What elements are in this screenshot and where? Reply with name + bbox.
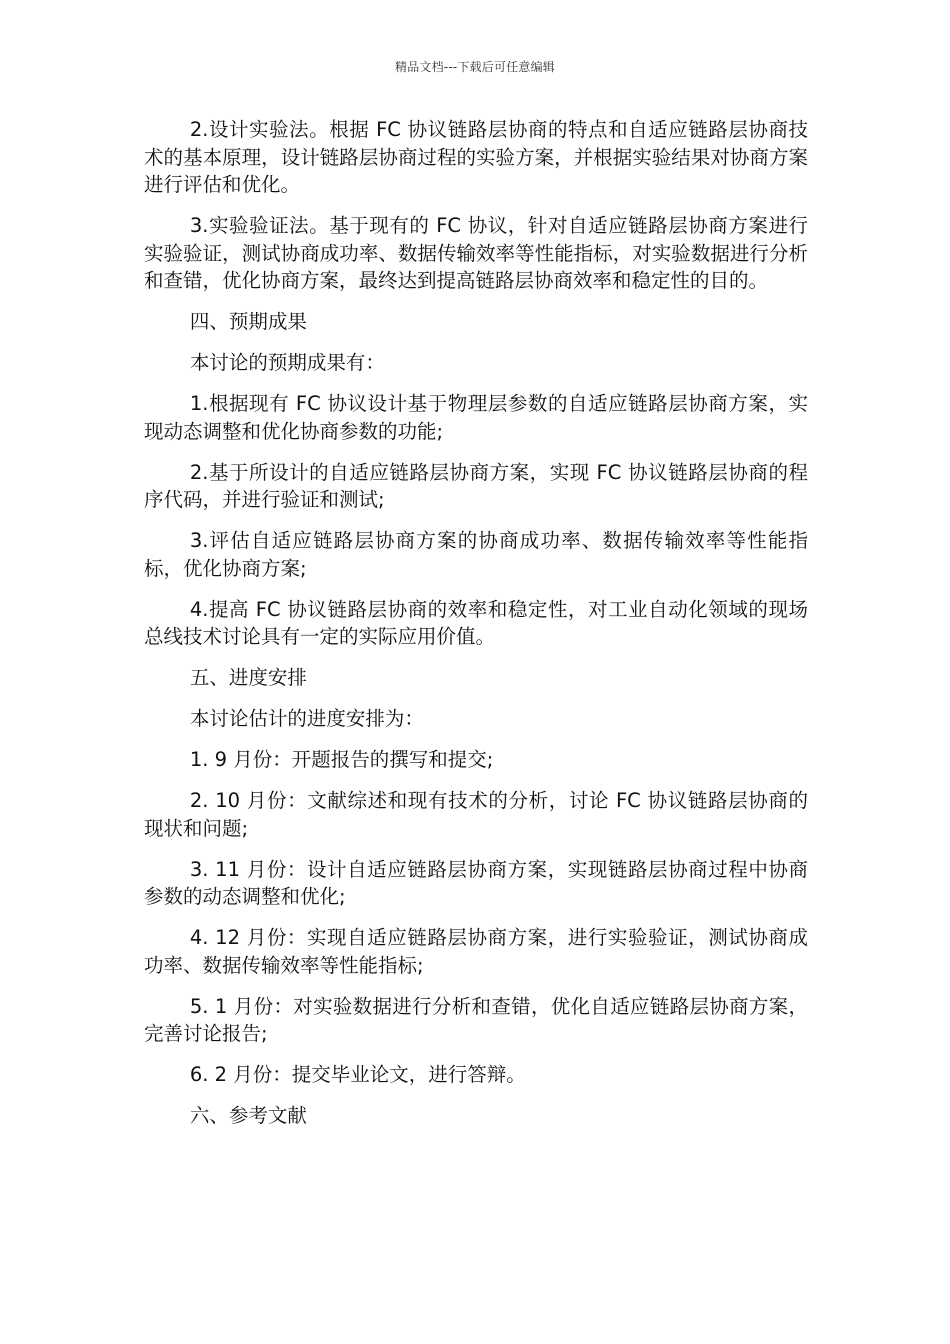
- document-body: [144, 116, 808, 1143]
- list-item-result-2: 2.基于所设计的自适应链路层协商方案，实现 FC 协议链路层协商的程序代码，并进行验证和测试;: [144, 460, 808, 511]
- list-item-schedule-6: 6. 2 月份：提交毕业论文，进行答辩。: [189, 1063, 526, 1086]
- section-heading-schedule: 五、进度安排: [189, 666, 307, 689]
- list-item-schedule-5: 5. 1 月份：对实验数据进行分析和查错，优化自适应链路层协商方案，完善讨论报告;: [144, 994, 808, 1045]
- list-item-schedule-4: 4. 12 月份：实现自适应链路层协商方案，进行实验验证，测试协商成功率、数据传输效率等性能指标;: [144, 926, 808, 977]
- page-header: 精品文档---下载后可任意编辑: [395, 60, 555, 74]
- list-item-result-1: 1.根据现有 FC 协议设计基于物理层参数的自适应链路层协商方案，实现动态调整和优化协商参数的功能;: [144, 392, 808, 443]
- paragraph-design-experiment: 2.设计实验法。根据 FC 协议链路层协商的特点和自适应链路层协商技术的基本原理，设计链路层协商过程的实验方案，并根据实验结果对协商方案进行评估和优化。: [144, 118, 808, 196]
- paragraph-schedule-intro: 本讨论估计的进度安排为：: [189, 707, 424, 730]
- list-item-schedule-3: 3. 11 月份：设计自适应链路层协商方案，实现链路层协商过程中协商参数的动态调整和优化;: [144, 857, 808, 908]
- paragraph-expected-results-intro: 本讨论的预期成果有：: [189, 351, 385, 374]
- list-item-schedule-1: 1. 9 月份：开题报告的撰写和提交;: [189, 748, 494, 771]
- list-item-schedule-2: 2. 10 月份：文献综述和现有技术的分析，讨论 FC 协议链路层协商的现状和问题;: [144, 789, 808, 840]
- list-item-result-4: 4.提高 FC 协议链路层协商的效率和稳定性，对工业自动化领域的现场总线技术讨论具有一定的实际应用价值。: [144, 597, 808, 648]
- list-item-result-3: 3.评估自适应链路层协商方案的协商成功率、数据传输效率等性能指标，优化协商方案;: [144, 529, 808, 580]
- section-heading-references: 六、参考文献: [189, 1104, 307, 1127]
- paragraph-experiment-verification: 3.实验验证法。基于现有的 FC 协议，针对自适应链路层协商方案进行实验验证，测试协商成功率、数据传输效率等性能指标，对实验数据进行分析和查错，优化协商方案，最终达到提高链路层协商效率和稳定性的目的。: [144, 214, 808, 292]
- section-heading-expected-results: 四、预期成果: [189, 310, 307, 333]
